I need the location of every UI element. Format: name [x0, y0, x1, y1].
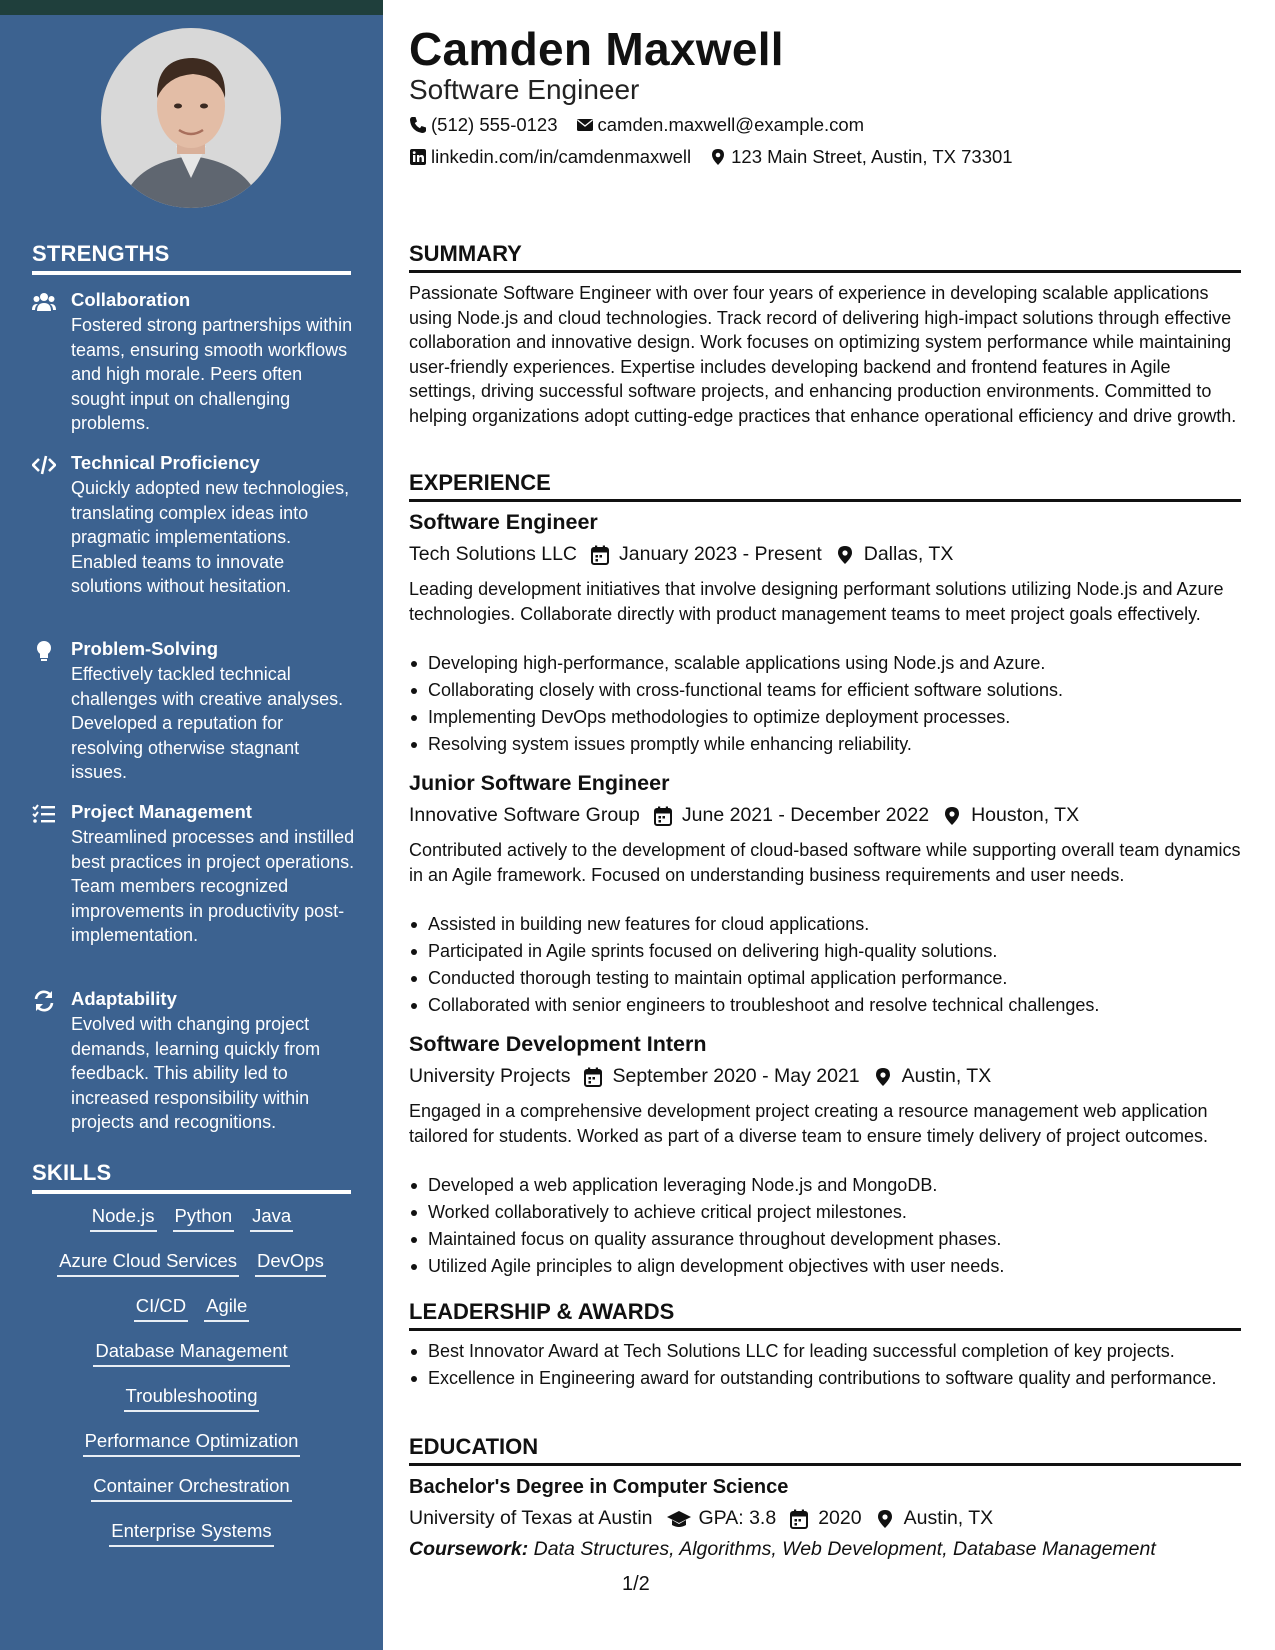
job-dates: September 2020 - May 2021	[612, 1065, 860, 1087]
graduation-year: 2020	[818, 1507, 862, 1529]
job-title: Software Development Intern	[409, 1032, 707, 1056]
map-pin-icon	[709, 148, 727, 166]
skills-heading: SKILLS	[32, 1160, 351, 1194]
phone-contact	[409, 114, 558, 136]
map-pin-icon	[836, 545, 856, 565]
email-contact[interactable]	[576, 114, 865, 136]
list-item: Resolving system issues promptly while enhancing reliability.	[409, 732, 1241, 757]
coursework-line	[409, 1538, 1156, 1561]
map-pin-icon	[876, 1509, 896, 1529]
skill-tag: Python	[173, 1204, 235, 1232]
strengths-heading: STRENGTHS	[32, 241, 351, 275]
job-dates: January 2023 - Present	[619, 543, 822, 565]
address-contact	[709, 146, 1012, 168]
strength-description: Quickly adopted new technologies, translating complex ideas into pragmatic implementations. Enabled teams to innovate solutions without hesitation.	[71, 478, 350, 597]
skill-tag: Container Orchestration	[91, 1474, 291, 1502]
skill-tag: Node.js	[90, 1204, 157, 1232]
address-text: 123 Main Street, Austin, TX 73301	[731, 146, 1013, 167]
skills-list	[32, 1204, 351, 1564]
skill-row	[32, 1339, 351, 1384]
job-location: Houston, TX	[971, 804, 1080, 826]
education-meta	[409, 1507, 993, 1530]
job-bullets	[409, 912, 1241, 1020]
list-item: Best Innovator Award at Tech Solutions LLC for leading successful completion of key projects.	[409, 1339, 1241, 1364]
contact-row	[409, 114, 882, 136]
envelope-icon	[576, 116, 594, 134]
degree-title: Bachelor's Degree in Computer Science	[409, 1476, 789, 1498]
strength-title: Project Management	[71, 801, 252, 822]
skill-row	[32, 1249, 351, 1294]
list-item: Maintained focus on quality assurance throughout development phases.	[409, 1227, 1241, 1252]
linkedin-icon	[409, 148, 427, 166]
job-description: Contributed actively to the development of cloud-based software while supporting overall team dynamics in an Agile framework. Focused on understanding business requirements and user needs.	[409, 840, 1241, 885]
job-location: Austin, TX	[901, 1065, 992, 1087]
page-number: 1/2	[622, 1573, 650, 1595]
skill-tag: Troubleshooting	[124, 1384, 260, 1412]
strength-description: Effectively tackled technical challenges with creative analyses. Developed a reputation for resolving otherwise stagnant issues.	[71, 664, 344, 783]
skill-tag: Agile	[204, 1294, 249, 1322]
school-name: University of Texas at Austin	[409, 1507, 653, 1529]
phone-icon	[409, 116, 427, 134]
job-location: Dallas, TX	[863, 543, 954, 565]
skill-row	[32, 1474, 351, 1519]
strength-title: Technical Proficiency	[71, 452, 260, 473]
phone-text: (512) 555-0123	[431, 114, 558, 135]
list-item: Collaborated with senior engineers to troubleshoot and resolve technical challenges.	[409, 993, 1241, 1018]
contact-row	[409, 146, 1031, 168]
skill-tag: Enterprise Systems	[109, 1519, 273, 1547]
gpa-text: GPA: 3.8	[698, 1507, 777, 1529]
summary-heading: SUMMARY	[409, 241, 1241, 273]
map-pin-icon	[943, 806, 963, 826]
job-bullets	[409, 1173, 1241, 1281]
users-icon	[32, 291, 58, 313]
sidebar	[0, 0, 383, 1650]
strength-title: Collaboration	[71, 289, 191, 310]
coursework-label: Coursework:	[409, 1538, 529, 1560]
skill-tag: Azure Cloud Services	[57, 1249, 239, 1277]
skill-tag: DevOps	[255, 1249, 326, 1277]
graduation-cap-icon	[667, 1509, 691, 1529]
strength-description: Fostered strong partnerships within teams, ensuring smooth workflows and high morale. Peers often sought input on challenging problems.	[71, 315, 353, 434]
calendar-icon	[790, 1509, 810, 1529]
skill-row	[32, 1519, 351, 1564]
sync-icon	[32, 990, 58, 1012]
code-icon	[32, 454, 58, 476]
leadership-heading: LEADERSHIP & AWARDS	[409, 1299, 1241, 1331]
calendar-icon	[654, 806, 674, 826]
calendar-icon	[591, 545, 611, 565]
job-meta	[409, 543, 953, 566]
skill-tag: Performance Optimization	[83, 1429, 301, 1457]
list-item: Developed a web application leveraging Node.js and MongoDB.	[409, 1173, 1241, 1198]
coursework-text: Data Structures, Algorithms, Web Development, Database Management	[533, 1538, 1156, 1560]
job-description: Engaged in a comprehensive development project creating a resource management web application tailored for students. Worked as part of a diverse team to ensure timely delivery of project outcomes.	[409, 1101, 1209, 1146]
company-name: Innovative Software Group	[409, 804, 640, 826]
strength-description: Evolved with changing project demands, learning quickly from feedback. This ability led to increased responsibility within projects and recognitions.	[71, 1014, 321, 1133]
candidate-name: Camden Maxwell	[409, 23, 784, 75]
candidate-role: Software Engineer	[409, 74, 640, 105]
list-item: Collaborating closely with cross-functional teams for efficient software solutions.	[409, 678, 1241, 703]
job-meta	[409, 804, 1079, 827]
linkedin-contact[interactable]	[409, 146, 691, 168]
list-item: Assisted in building new features for cloud applications.	[409, 912, 1241, 937]
list-item: Utilized Agile principles to align development objectives with user needs.	[409, 1254, 1241, 1279]
skill-row	[32, 1294, 351, 1339]
skill-row	[32, 1204, 351, 1249]
list-item: Excellence in Engineering award for outstanding contributions to software quality and performance.	[409, 1366, 1241, 1391]
job-dates: June 2021 - December 2022	[681, 804, 930, 826]
company-name: University Projects	[409, 1065, 571, 1087]
strength-description: Streamlined processes and instilled best practices in project operations. Team members recognized improvements in productivity post-implementation.	[71, 827, 355, 946]
task-list-icon	[32, 803, 58, 825]
company-name: Tech Solutions LLC	[409, 543, 578, 565]
experience-heading: EXPERIENCE	[409, 470, 1241, 502]
email-link[interactable]: camden.maxwell@example.com	[597, 114, 865, 135]
job-meta	[409, 1065, 991, 1088]
education-heading: EDUCATION	[409, 1434, 1241, 1466]
job-bullets	[409, 651, 1241, 759]
skill-tag: CI/CD	[134, 1294, 188, 1322]
profile-photo	[101, 28, 281, 208]
linkedin-link[interactable]: linkedin.com/in/camdenmaxwell	[431, 146, 692, 167]
skill-tag: Database Management	[93, 1339, 289, 1367]
job-title: Software Engineer	[409, 510, 598, 534]
skill-row	[32, 1384, 351, 1429]
calendar-icon	[584, 1067, 604, 1087]
map-pin-icon	[874, 1067, 894, 1087]
list-item: Implementing DevOps methodologies to optimize deployment processes.	[409, 705, 1241, 730]
list-item: Developing high-performance, scalable applications using Node.js and Azure.	[409, 651, 1241, 676]
strength-title: Adaptability	[71, 988, 177, 1009]
list-item: Worked collaboratively to achieve critical project milestones.	[409, 1200, 1241, 1225]
job-description: Leading development initiatives that involve designing performant solutions utilizing Node.js and Azure technologies. Collaborate directly with product management teams to meet project goals effectively.	[409, 579, 1224, 624]
leadership-bullets	[409, 1339, 1241, 1393]
list-item: Participated in Agile sprints focused on delivering high-quality solutions.	[409, 939, 1241, 964]
job-title: Junior Software Engineer	[409, 771, 670, 795]
skill-tag: Java	[250, 1204, 293, 1232]
list-item: Conducted thorough testing to maintain optimal application performance.	[409, 966, 1241, 991]
sidebar-top-bar	[0, 0, 383, 15]
lightbulb-icon	[32, 640, 58, 662]
strength-title: Problem-Solving	[71, 638, 218, 659]
skill-row	[32, 1429, 351, 1474]
summary-text: Passionate Software Engineer with over four years of experience in developing scalable applications using Node.js and cloud technologies. Track record of delivering high-impact solutions through effective collaboration and innovative design. Work focuses on optimizing system performance while maintaining user-friendly experiences. Expertise includes developing backend and frontend features in Agile settings, driving successful software projects, and enhancing production environments. Committed to helping organizations adopt cutting-edge practices that enhance operational efficiency and drive growth.	[409, 283, 1237, 426]
education-location: Austin, TX	[903, 1507, 994, 1529]
